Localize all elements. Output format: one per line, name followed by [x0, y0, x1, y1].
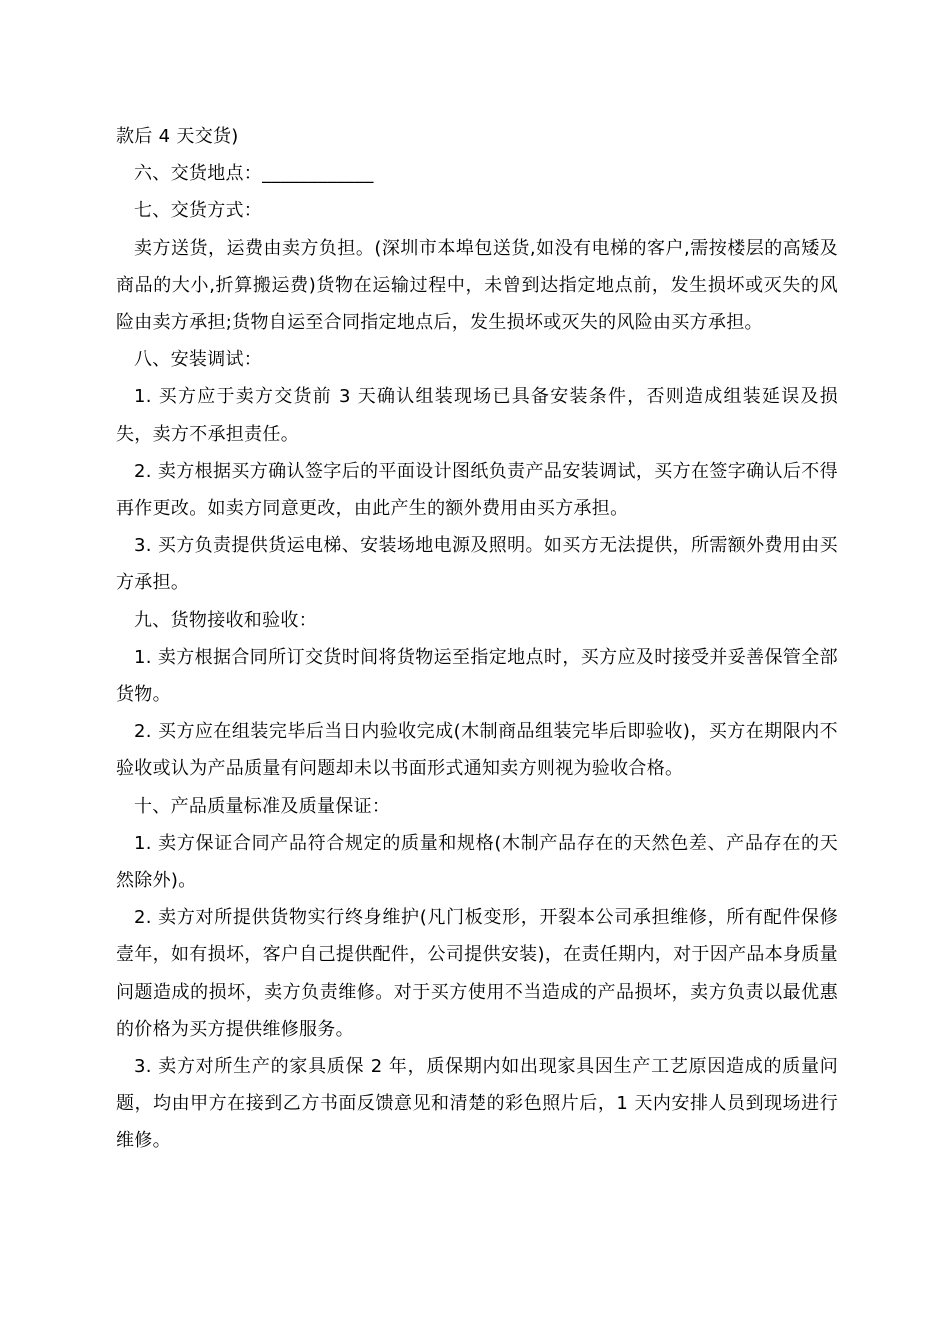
paragraph-acceptance-1: 1. 卖方根据合同所订交货时间将货物运至指定地点时，买方应及时接受并妥善保管全部货物。: [116, 646, 838, 706]
heading-quality: 十、产品质量标准及质量保证：: [134, 795, 391, 817]
heading-delivery-location: 六、交货地点：____________: [134, 163, 374, 185]
paragraph-installation-2: 2. 卖方根据买方确认签字后的平面设计图纸负责产品安装调试，买方在签字确认后不得再作更改。如卖方同意更改，由此产生的额外费用由买方承担。: [116, 460, 838, 520]
paragraph-quality-3: 3. 卖方对所生产的家具质保 2 年，质保期内如出现家具因生产工艺原因造成的质量问题，均由甲方在接到乙方书面反馈意见和清楚的彩色照片后，1 天内安排人员到现场进行维修。: [116, 1056, 838, 1152]
heading-acceptance: 九、货物接收和验收：: [134, 609, 317, 631]
heading-delivery-method: 七、交货方式：: [134, 200, 263, 222]
paragraph-delivery-method: 卖方送货，运费由卖方负担。(深圳市本埠包送货,如没有电梯的客户,需按楼层的高矮及商品的大小,折算搬运费)货物在运输过程中，未曾到达指定地点前，发生损坏或灭失的风险由卖方承担;货物自运至合同指定地点后，发生损坏或灭失的风险由买方承担。: [116, 237, 838, 334]
paragraph-delivery-tail: 款后 4 天交货): [116, 126, 239, 147]
paragraph-quality-2: 2. 卖方对所提供货物实行终身维护(凡门板变形，开裂本公司承担维修，所有配件保修壹年，如有损坏，客户自己提供配件，公司提供安装)，在责任期内，对于因产品本身质量问题造成的损坏，卖方负责维修。对于买方使用不当造成的产品损坏，卖方负责以最优惠的价格为买方提供维修服务。: [116, 907, 838, 1040]
heading-installation: 八、安装调试：: [134, 349, 263, 371]
paragraph-installation-3: 3. 买方负责提供货运电梯、安装场地电源及照明。如买方无法提供，所需额外费用由买方承担。: [116, 535, 838, 594]
paragraph-acceptance-2: 2. 买方应在组装完毕后当日内验收完成(木制商品组装完毕后即验收)，买方在期限内不验收或认为产品质量有问题却未以书面形式通知卖方则视为验收合格。: [116, 721, 838, 780]
paragraph-quality-1: 1. 卖方保证合同产品符合规定的质量和规格(木制产品存在的天然色差、产品存在的天然除外)。: [116, 832, 838, 892]
paragraph-installation-1: 1. 买方应于卖方交货前 3 天确认组装现场已具备安装条件，否则造成组装延误及损失，卖方不承担责任。: [116, 386, 838, 445]
document-page: [116, 118, 838, 1160]
